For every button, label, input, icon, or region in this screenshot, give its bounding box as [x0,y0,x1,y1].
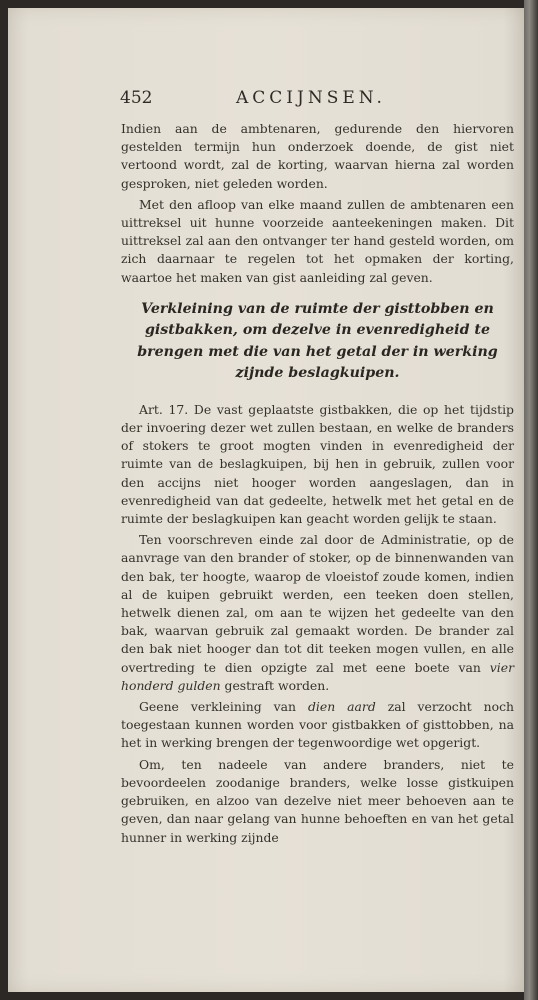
paragraph-text: Geene verkleining van [139,699,308,715]
paragraph-text: gestraft worden. [220,677,330,693]
article-paragraph-3 [121,698,514,753]
paragraph-2: Met den afloop van elke maand zullen de ambtenaren een uittreksel uit hunne voorzeide aanteekeningen maken. Dit uittreksel zal aan den ontvanger ter hand gesteld worden, om zich daarnaar te regelen tot het opmaken der korting, waartoe het maken van gist aanleiding zal geven. [121,196,514,285]
page-edge-shadow [524,0,538,1000]
paragraph-text: zal verzocht noch toegestaan kunnen worden voor gistbakken of gisttobben, na het in werking brengen der tegenwoordige wet opgerigt. [121,699,515,751]
article-paragraph-2 [121,531,514,695]
book-page [8,8,524,992]
section-heading: Verkleining van de ruimte der gisttobben en gistbakken, om dezelve in evenredigheid te brengen met die van het getal der in werking zijnde beslagkuipen. [137,300,498,382]
emphasis-text: dien aard [307,699,376,715]
paragraph-1: Indien aan de ambtenaren, gedurende den hiervoren gestelden termijn hun onderzoek doende, de gist niet vertoond wordt, zal de korting, waarvan hierna zal worden gesproken, niet geleden worden. [121,121,514,191]
fine-amount: vier honderd gulden [121,659,514,693]
paragraph-text: Ten voorschreven einde zal door de Administratie, op de aanvrage van den brander of stoker, op de binnenwanden van den bak, ter hoogte, waarop de vloeistof zoude komen, indien al de kuipen gebruikt werden, een teeken doen stellen, hetwelk dienen zal, om aan te wijzen het gedeelte van den bak, waarvan gebruik zal gemaakt worden. De brander zal den bak niet hooger dan tot dit teeken mogen vullen, en alle overtreding te dien opzigte zal met eene boete van [121,532,514,675]
article-paragraph-4: Om, ten nadeele van andere branders, niet te bevoordeelen zoodanige branders, welke losse gistkuipen gebruiken, en alzoo van dezelve niet meer behoeven aan te geven, dan naar gelang van hunne behoeften en van het getal hunner in werking zijnde [121,756,514,845]
article-17-paragraph: Art. 17. De vast geplaatste gistbakken, die op het tijdstip der invoering dezer wet zullen bestaan, en welke de branders of stokers te groot mogten vinden in evenredigheid der ruimte van de beslagkuipen, bij hen in gebruik, zullen voor den accijns niet hooger worden aangeslagen, dan in evenredigheid van dat gedeelte, hetwelk met het getal en de ruimte der beslagkuipen kan geacht worden gelijk te staan. [121,401,514,527]
running-title: ACCIJNSEN. [236,88,386,108]
page-number: 452 [120,88,153,108]
page-header [120,88,520,114]
page-body [121,120,514,850]
